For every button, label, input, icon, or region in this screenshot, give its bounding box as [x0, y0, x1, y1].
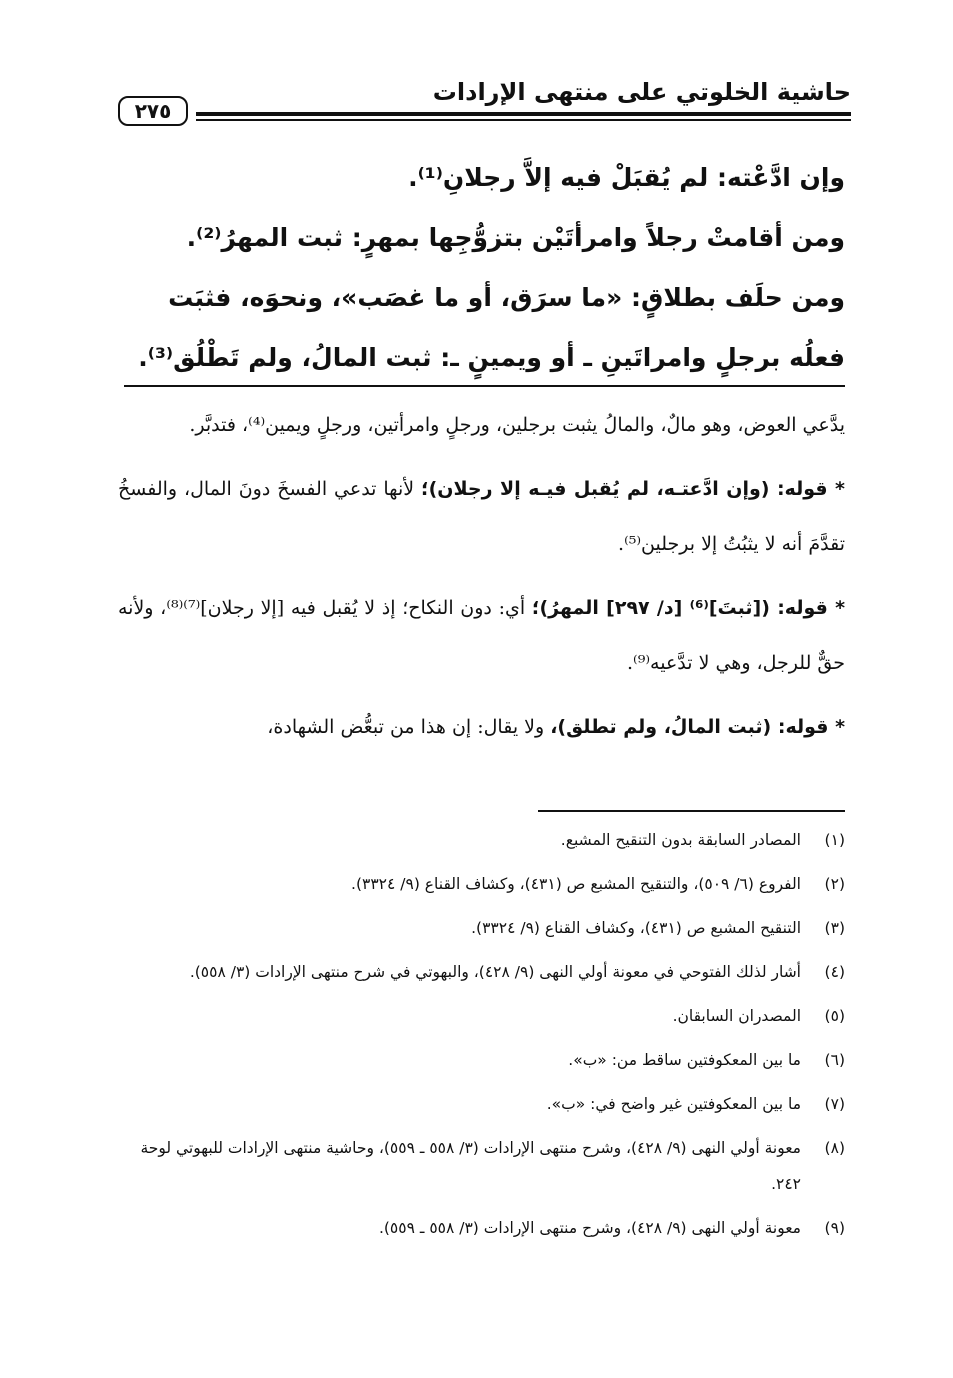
- commentary-lemma: * قوله: (وإن ادَّعتـه، لم يُقبل فيـه إلا رجلان)؛: [421, 478, 845, 500]
- footnote-text: أشار لذلك الفتوحي في معونة أولي النهى (٩/ ٤٢٨)، والبهوتي في شرح منتهى الإرادات (٣/ ٥٥٨).: [189, 963, 801, 981]
- footnote-number: (٥): [824, 1007, 845, 1025]
- commentary-text: ولا يقال: إن هذا من تبعُّض الشهادة،: [267, 716, 551, 738]
- matn-line: ومن أقامتْ رجلاً وامرأتَيْن بتزوُّجِها بمهرٍ: ثبت المهرُ⁽²⁾.: [186, 223, 845, 252]
- footnotes: [118, 822, 845, 1254]
- matn-line: ومن حلَف بطلاقٍ: «ما سرَق، أو ما غصَب»، ونحوَه، فثبَت فعلُه برجلٍ وامراتَينِ ـ أو ويمينٍ ـ: ثبت المالُ، ولم تَطْلُق⁽³⁾.: [138, 283, 845, 372]
- commentary-paragraph: [118, 398, 845, 453]
- commentary-paragraph: [118, 462, 845, 572]
- matn-line: وإن ادَّعْته: لم يُقبَلْ فيه إلاَّ رجلانِ⁽¹⁾.: [408, 163, 845, 192]
- footnote: [118, 998, 845, 1034]
- commentary: [118, 398, 845, 764]
- footnote-number: (٤): [824, 963, 845, 981]
- footnote-text: المصدران السابقان.: [672, 1007, 801, 1025]
- footnote-number: (٣): [824, 919, 845, 937]
- footnote-number: (١): [824, 831, 845, 849]
- footnote-number: (٩): [824, 1219, 845, 1237]
- footnote-text: معونة أولي النهى (٩/ ٤٢٨)، وشرح منتهى الإرادات (٣/ ٥٥٨ ـ ٥٥٩).: [378, 1219, 801, 1237]
- commentary-lemma: * قوله: ([ثبتَ]⁽⁶⁾ [د/ ٢٩٧] المهرُ)؛: [531, 597, 846, 619]
- footnote: [118, 910, 845, 946]
- footnote: [118, 1130, 845, 1202]
- footnote-text: معونة أولي النهى (٩/ ٤٢٨)، وشرح منتهى الإرادات (٣/ ٥٥٨ ـ ٥٥٩)، وحاشية منتهى الإرادات للبهوتي لوحة ٢٤٢.: [140, 1139, 801, 1193]
- footnote: [118, 1086, 845, 1122]
- footnote: [118, 1042, 845, 1078]
- footnote: [118, 1210, 845, 1246]
- footnote-divider: [538, 810, 845, 812]
- footnote-number: (٢): [824, 875, 845, 893]
- header-rule: [196, 112, 851, 121]
- main-text-divider: [124, 385, 845, 387]
- commentary-lemma: * قوله: (ثبت المالُ، ولم تطلق)،: [550, 716, 845, 738]
- page-header: [118, 78, 851, 128]
- commentary-paragraph: [118, 700, 845, 755]
- commentary-text: أي: دون النكاح؛ إذ لا يُقبل فيه [إلا رجلان]⁽⁷⁾⁽⁸⁾، ولأنه حقٌّ للرجل، وهي لا تدَّعيه⁽⁹⁾.: [118, 597, 845, 674]
- footnote-text: الفروع (٦/ ٥٠٩)، والتنقيح المشبع ص (٤٣١)، وكشاف القناع (٩/ ٣٣٢٤).: [351, 875, 801, 893]
- footnote: [118, 954, 845, 990]
- footnote-number: (٨): [824, 1139, 845, 1157]
- footnote-text: ما بين المعكوفتين ساقط من: «ب».: [568, 1051, 801, 1069]
- footnote-text: المصادر السابقة بدون التنقيح المشبع.: [560, 831, 801, 849]
- footnote-number: (٧): [824, 1095, 845, 1113]
- footnote-text: التنقيح المشبع ص (٤٣١)، وكشاف القناع (٩/ ٣٣٢٤).: [471, 919, 801, 937]
- main-text: [118, 148, 845, 388]
- commentary-text: لأنها تدعي الفسخَ دونَ المال، والفسخُ تقدَّمَ أنه لا يثبُتُ إلا برجلين⁽⁵⁾.: [118, 478, 845, 555]
- commentary-paragraph: [118, 581, 845, 691]
- footnote: [118, 866, 845, 902]
- footnote-text: ما بين المعكوفتين غير واضح في: «ب».: [546, 1095, 801, 1113]
- footnote: [118, 822, 845, 858]
- running-title: حاشية الخلوتي على منتهى الإرادات: [432, 78, 851, 106]
- commentary-text: يدَّعي العوض، وهو مالٌ، والمالُ يثبت برجلين، ورجلٍ وامرأتين، ورجلٍ ويمين⁽⁴⁾، فتدبَّر.: [189, 414, 845, 436]
- page-number: ٢٧٥: [118, 96, 188, 126]
- footnote-number: (٦): [824, 1051, 845, 1069]
